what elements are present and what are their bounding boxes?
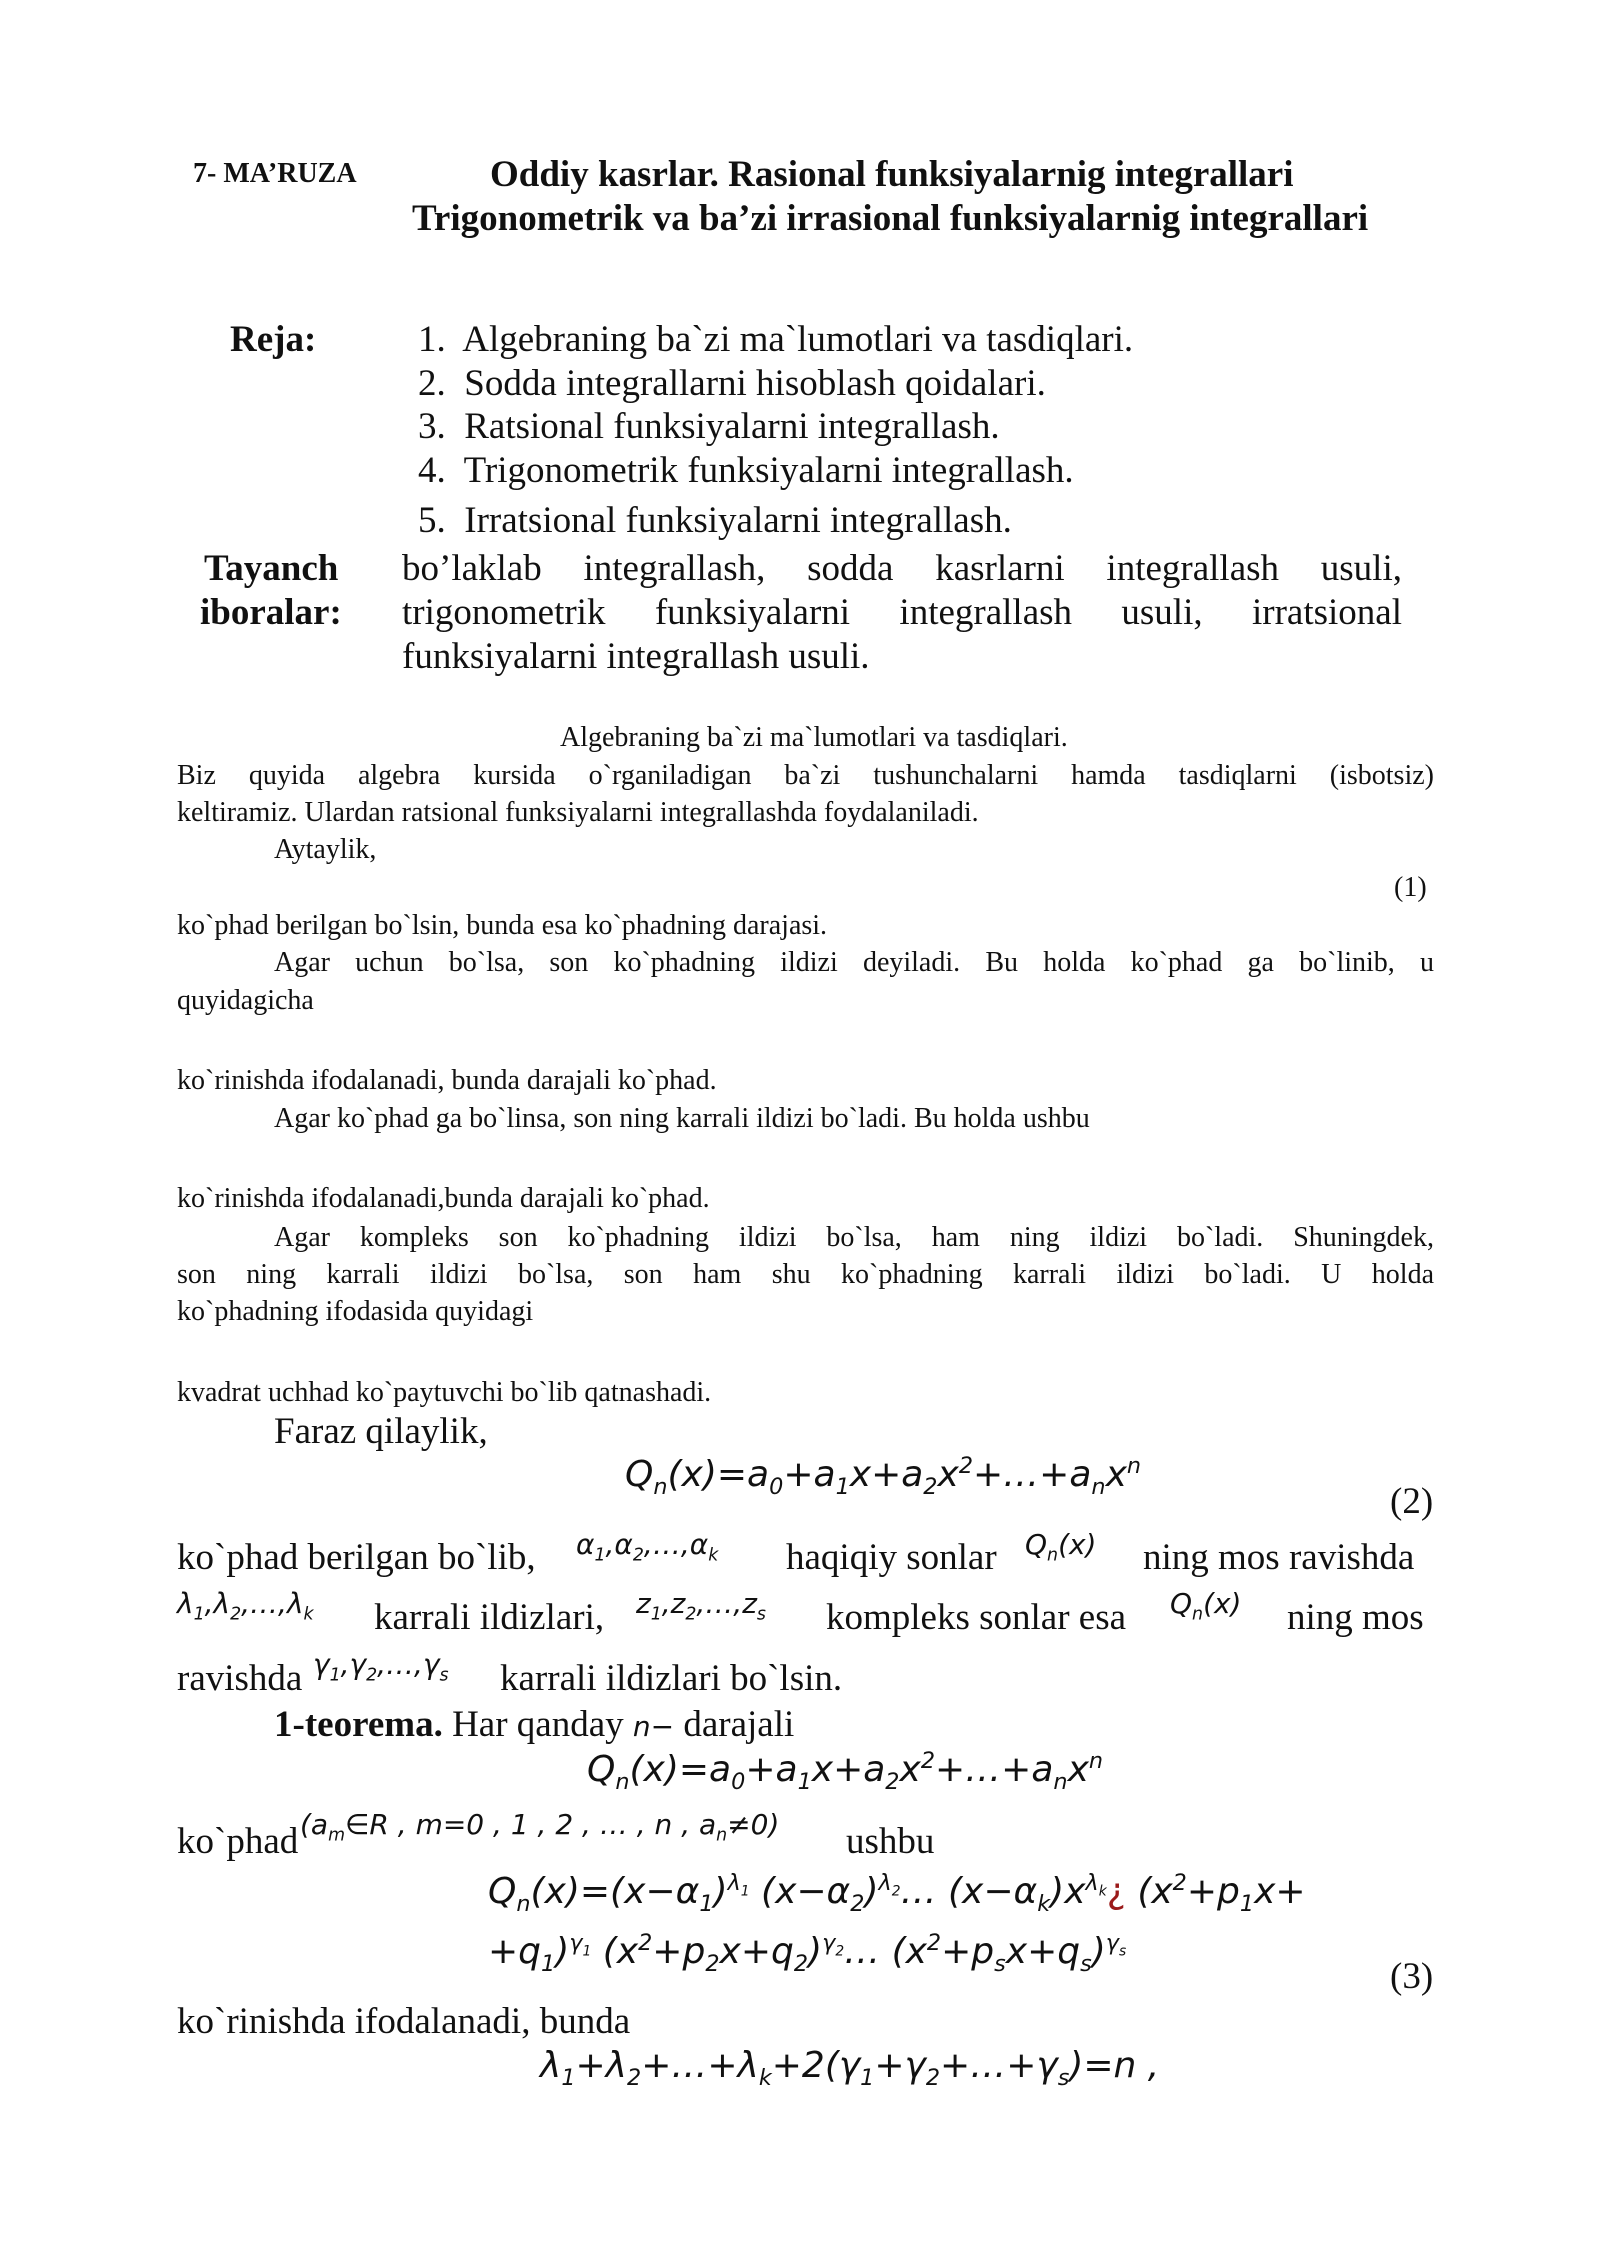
q-n-x-2: $Q_n(x)$ bbox=[1170, 1587, 1242, 1625]
text-korinishda-ifodalanadi: ko`rinishda ifodalanadi, bunda bbox=[177, 2001, 631, 2042]
theorem-text-2: darajali bbox=[683, 1704, 795, 1745]
faraz-text: Faraz qilaylik, bbox=[274, 1411, 488, 1452]
q-n-x-1: $Q_n(x)$ bbox=[1025, 1528, 1097, 1566]
z-roots: $z_1,z_2,\dots,z_s$ bbox=[636, 1587, 766, 1625]
title-line-2: Trigonometrik va ba’zi irrasional funksiyalarnig integrallari bbox=[412, 198, 1369, 239]
text-ning-mos: ning mos bbox=[1287, 1597, 1424, 1638]
section-heading: Algebraning ba`zi ma`lumotlari va tasdiqlari. bbox=[560, 722, 1068, 753]
text-karrali-ildizlari-bolsin: karrali ildizlari bo`lsin. bbox=[500, 1658, 843, 1699]
theorem-label: 1-teorema. bbox=[274, 1704, 443, 1745]
title-line-1: Oddiy kasrlar. Rasional funksiyalarnig integrallari bbox=[490, 154, 1294, 195]
equation-3-line-1: $Q_n(x)=(x-\alpha_1)^{\lambda_1}$ $(x-\alpha_2)^{\lambda_2}\dots$ $(x-\alpha_k)x^{\lambda_k}¿$ ($x^2+p_1x+$ bbox=[488, 1870, 1306, 1918]
paragraph-2: ko`phad berilgan bo`lsin, bunda esa ko`phadning darajasi. bbox=[177, 910, 828, 941]
text-kophad: ko`phad bbox=[177, 1821, 299, 1862]
coefficient-condition: ($a_m\in R$ , m=0 , 1 , 2 , … , n , $a_n\ne 0$) bbox=[300, 1808, 780, 1846]
equation-number-2: (2) bbox=[1390, 1481, 1434, 1522]
equation-number-1: (1) bbox=[1394, 872, 1427, 903]
plan-item-2: 2. Sodda integrallarni hisoblash qoidalari. bbox=[418, 363, 1046, 404]
paragraph-1-line-1: Biz quyida algebra kursida o`rganiladigan ba`zi tushunchalarni hamda tasdiqlarni (isbotsiz) bbox=[177, 760, 1434, 791]
paragraph-7-line-2: son ning karrali ildizi bo`lsa, son ham shu ko`phadning karrali ildizi bo`ladi. U holda bbox=[177, 1259, 1434, 1290]
plan-item-1: 1. Algebraning ba`zi ma`lumotlari va tasdiqlari. bbox=[418, 319, 1134, 360]
gamma-multiplicities: $\gamma_1,\gamma_2,\dots,\gamma_s$ bbox=[313, 1648, 449, 1686]
paragraph-3-line-1: Agar uchun bo`lsa, son ko`phadning ildizi deyiladi. Bu holda ko`phad ga bo`linib, u bbox=[274, 947, 1434, 978]
text-haqiqiy-sonlar: haqiqiy sonlar bbox=[786, 1537, 997, 1578]
equation-degree-sum: $\lambda_1+\lambda_2+\dots+\lambda_k+2(\gamma_1+\gamma_2+\dots+\gamma_s)=n$ , bbox=[540, 2045, 1160, 2092]
equation-theorem-poly: $Q_n(x)=a_0+a_1x+a_2x^2+\dots+a_nx^n$ bbox=[587, 1748, 1104, 1796]
text-ushbu: ushbu bbox=[846, 1821, 935, 1862]
equation-2: $Q_n(x)=a_0+a_1x+a_2x^2+\dots+a_nx^n$ bbox=[625, 1453, 1142, 1501]
keywords-line-2: trigonometrik funksiyalarni integrallash usuli, irratsional bbox=[402, 592, 1402, 633]
paragraph-8: kvadrat uchhad ko`paytuvchi bo`lib qatnashadi. bbox=[177, 1377, 712, 1408]
paragraph-5: Agar ko`phad ga bo`linsa, son ning karrali ildizi bo`ladi. Bu holda ushbu bbox=[274, 1103, 1090, 1134]
paragraph-4: ko`rinishda ifodalanadi, bunda darajali ko`phad. bbox=[177, 1065, 717, 1096]
paragraph-1-line-2: keltiramiz. Ulardan ratsional funksiyalarni integrallashda foydalaniladi. bbox=[177, 797, 979, 828]
theorem-text-1: Har qanday bbox=[452, 1704, 624, 1745]
lambda-multiplicities: $\lambda_1,\lambda_2,\dots,\lambda_k$ bbox=[177, 1587, 314, 1625]
equation-3-line-2: $+q_1)^{\gamma_1}$ $(x^2+p_2x+q_2)^{\gamma_2}\dots$ $(x^2+p_sx+q_s)^{\gamma_s}$ bbox=[488, 1930, 1127, 1978]
paragraph-6: ko`rinishda ifodalanadi,bunda darajali ko`phad. bbox=[177, 1183, 710, 1214]
keywords-line-1: bo’laklab integrallash, sodda kasrlarni integrallash usuli, bbox=[402, 548, 1402, 589]
paragraph-3-line-2: quyidagicha bbox=[177, 985, 314, 1016]
text-kompleks-sonlar: kompleks sonlar esa bbox=[826, 1597, 1127, 1638]
text-kophad-berilgan: ko`phad berilgan bo`lib, bbox=[177, 1537, 536, 1578]
theorem-line bbox=[274, 1703, 794, 1746]
plan-item-5: 5. Irratsional funksiyalarni integrallash. bbox=[418, 500, 1012, 541]
equation-number-3: (3) bbox=[1390, 1956, 1434, 1997]
keywords-label-1: Tayanch bbox=[204, 548, 339, 589]
paragraph-7-line-1: Agar kompleks son ko`phadning ildizi bo`lsa, ham ning ildizi bo`ladi. Shuningdek, bbox=[274, 1222, 1434, 1253]
lecture-label: 7- MA’RUZA bbox=[193, 158, 357, 189]
plan-item-4: 4. Trigonometrik funksiyalarni integrallash. bbox=[418, 450, 1074, 491]
text-karrali-ildizlari: karrali ildizlari, bbox=[374, 1597, 605, 1638]
text-ravishda: ravishda bbox=[177, 1658, 303, 1699]
paragraph-7-line-3: ko`phadning ifodasida quyidagi bbox=[177, 1296, 534, 1327]
keywords-label-2: iboralar: bbox=[200, 592, 342, 633]
n-symbol: n− bbox=[632, 1710, 675, 1743]
aytaylik-text: Aytaylik, bbox=[274, 834, 377, 865]
plan-item-3: 3. Ratsional funksiyalarni integrallash. bbox=[418, 406, 1000, 447]
alpha-roots: $\alpha_1,\alpha_2,\dots,\alpha_k$ bbox=[576, 1528, 719, 1566]
plan-label: Reja: bbox=[230, 319, 317, 360]
keywords-line-3: funksiyalarni integrallash usuli. bbox=[402, 636, 870, 677]
text-ning-mos-ravishda: ning mos ravishda bbox=[1143, 1537, 1415, 1578]
